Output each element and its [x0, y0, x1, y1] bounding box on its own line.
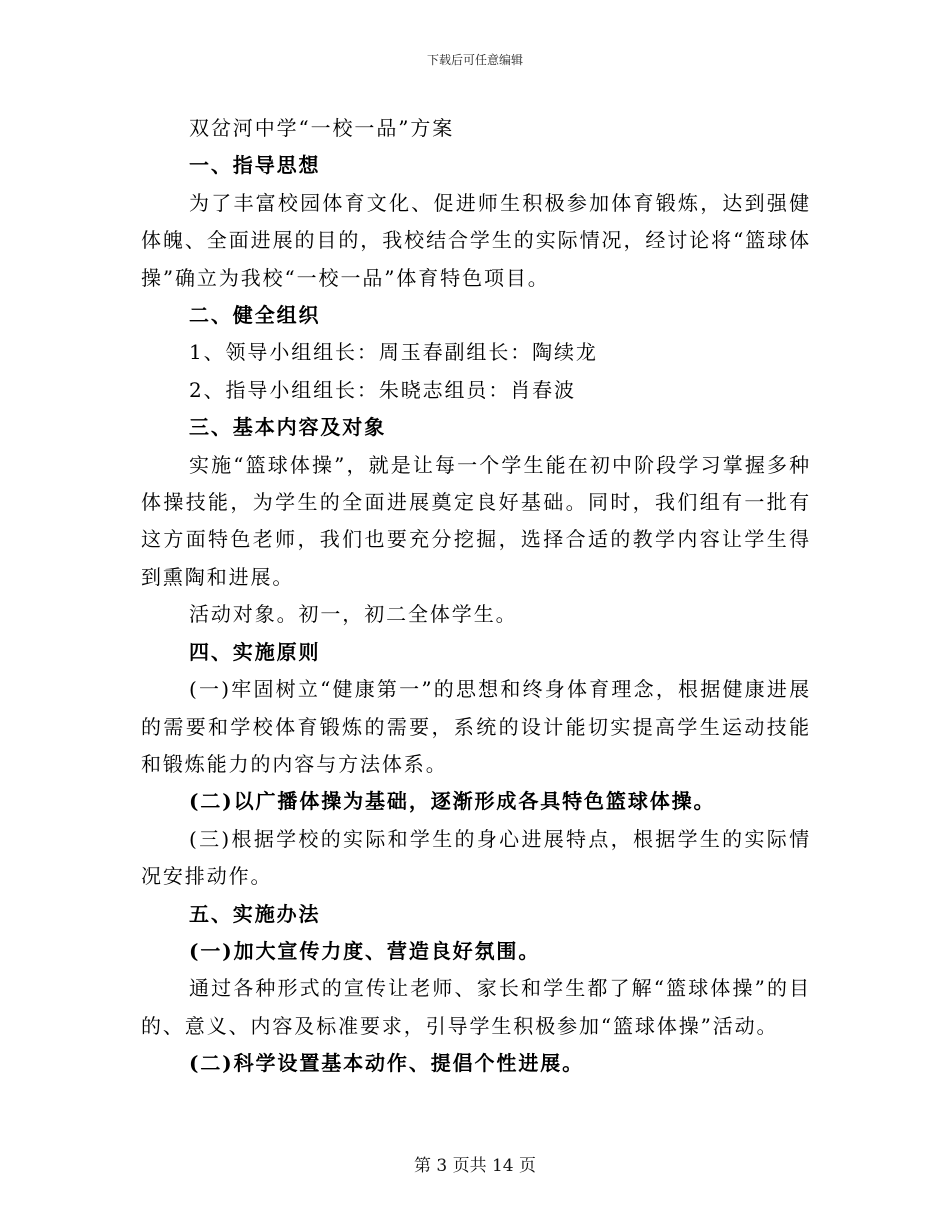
page-footer: 第 3 页共 14 页 [413, 1156, 537, 1176]
section-heading: (二)以广播体操为基础，逐渐形成各具特色篮球体操。 [189, 789, 716, 814]
body-paragraph: (一)牢固树立“健康第一”的思想和终身体育理念，根据健康进展的需要和学校体育锻炼的需要，系统的设计能切实提高学生运动技能和锻炼能力的内容与方法体系。 [141, 677, 811, 776]
body-paragraph: 为了丰富校园体育文化、促进师生积极参加体育锻炼，达到强健体魄、全面进展的目的，我校结合学生的实际情况，经讨论将“篮球体操”确立为我校“一校一品”体育特色项目。 [141, 190, 811, 290]
body-paragraph: 活动对象。初一，初二全体学生。 [189, 602, 518, 627]
document-body [141, 110, 811, 1083]
body-paragraph: 通过各种形式的宣传让老师、家长和学生都了解“篮球体操”的目的、意义、内容及标准要求，引导学生积极参加“篮球体操”活动。 [141, 976, 811, 1038]
body-paragraph: 2、指导小组组长：朱晓志组员：肖春波 [189, 377, 576, 402]
section-heading: 一、指导思想 [189, 153, 321, 178]
page-header: 下载后可任意编辑 [426, 53, 523, 67]
document-title: 双岔河中学“一校一品”方案 [189, 116, 455, 140]
section-heading: 五、实施办法 [189, 901, 321, 926]
section-heading: 二、健全组织 [189, 303, 321, 328]
body-paragraph: 1、领导小组组长：周玉春副组长：陶续龙 [189, 340, 598, 365]
section-heading: (二)科学设置基本动作、提倡个性进展。 [189, 1051, 585, 1076]
paragraph-list [141, 147, 811, 1082]
section-heading: 三、基本内容及对象 [189, 415, 387, 440]
body-paragraph: 实施“篮球体操”，就是让每一个学生能在初中阶段学习掌握多种体操技能，为学生的全面进展奠定良好基础。同时，我们组有一批有这方面特色老师，我们也要充分挖掘，选择合适的教学内容让学生得到熏陶和进展。 [141, 452, 811, 589]
section-heading: 四、实施原则 [189, 639, 321, 664]
section-heading: (一)加大宣传力度、营造良好氛围。 [189, 938, 541, 963]
body-paragraph: (三)根据学校的实际和学生的身心进展特点，根据学生的实际情况安排动作。 [141, 826, 811, 889]
